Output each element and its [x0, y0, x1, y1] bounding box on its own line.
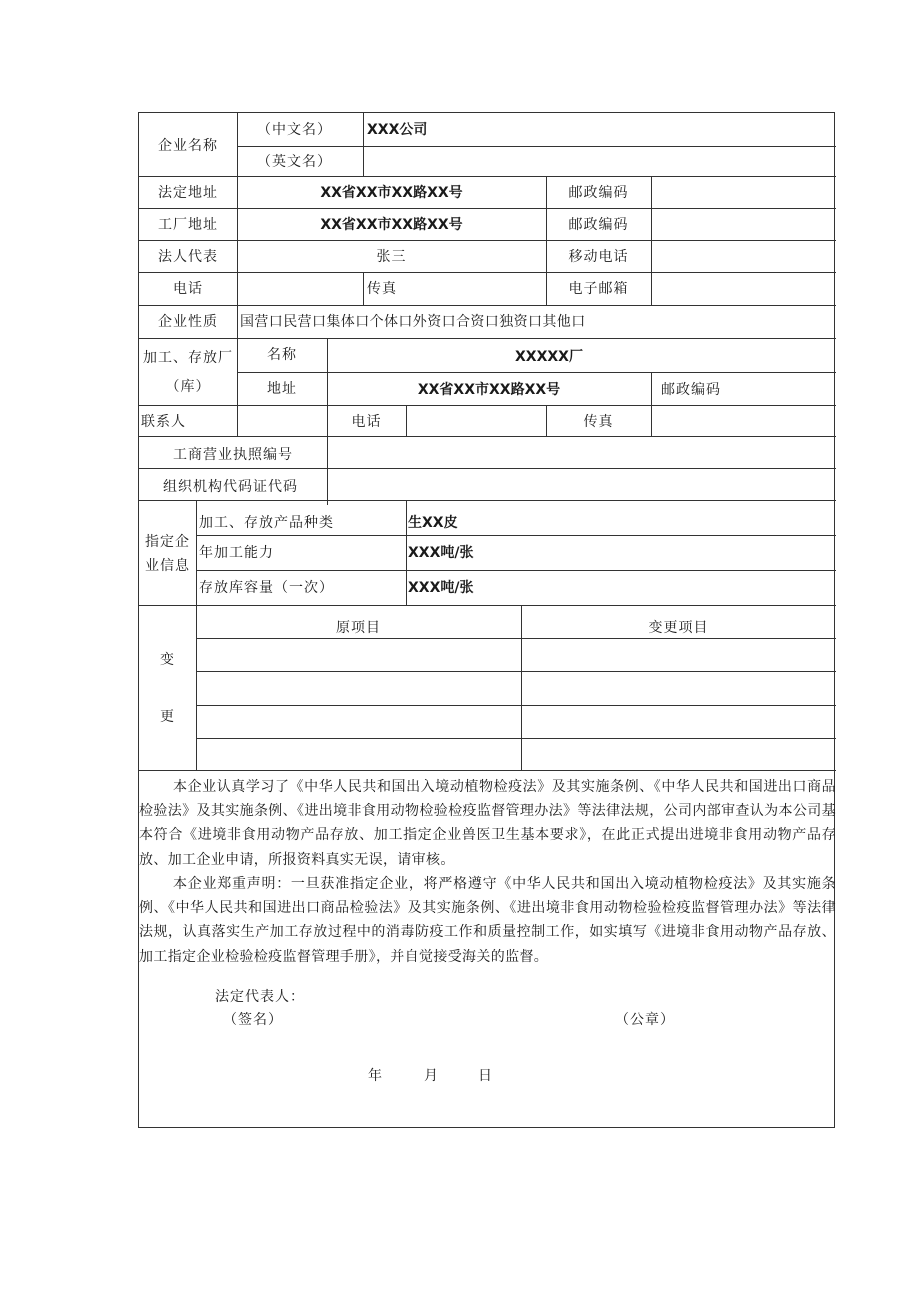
column-divider — [651, 372, 652, 436]
legal-rep-signature-label: 法定代表人： — [215, 989, 305, 1005]
column-divider — [651, 176, 652, 305]
date-month: 月 — [424, 1068, 439, 1084]
contact-fax-label: 传真 — [583, 414, 614, 430]
factory-address-label: 工厂地址 — [158, 217, 218, 233]
facility-address-label: 地址 — [267, 381, 297, 397]
legal-address-label: 法定地址 — [158, 185, 218, 201]
legal-rep-label: 法人代表 — [158, 249, 218, 265]
company-cn-label: （中文名） — [257, 122, 332, 138]
annual-capacity-label: 年加工能力 — [199, 545, 274, 561]
nature-label: 企业性质 — [158, 314, 218, 330]
date-year: 年 — [368, 1068, 383, 1084]
email-label: 电子邮箱 — [568, 281, 629, 297]
row-divider — [139, 272, 836, 273]
column-divider — [406, 405, 407, 436]
factory-zip-label: 邮政编码 — [568, 217, 629, 233]
facility-label-line1: 加工、存放厂 — [143, 350, 233, 366]
row-divider — [196, 705, 836, 706]
business-license-label: 工商营业执照编号 — [173, 447, 293, 463]
product-type-label: 加工、存放产品种类 — [199, 515, 334, 531]
row-divider — [139, 436, 836, 437]
row-divider — [139, 500, 836, 501]
row-divider — [139, 468, 836, 469]
changed-item-header: 变更项目 — [648, 620, 709, 636]
mobile-label: 移动电话 — [568, 249, 629, 265]
company-name-label: 企业名称 — [158, 138, 218, 154]
row-divider — [139, 305, 836, 306]
legal-zip-label: 邮政编码 — [568, 185, 629, 201]
row-divider — [139, 605, 836, 606]
column-divider — [363, 113, 364, 176]
seal-label: （公章） — [615, 1012, 675, 1028]
facility-name-label: 名称 — [267, 347, 297, 363]
company-en-label: （英文名） — [257, 154, 332, 170]
row-divider — [196, 570, 836, 571]
designated-label-line2: 业信息 — [145, 558, 190, 574]
row-divider — [139, 176, 836, 177]
signature-label: （签名） — [223, 1012, 283, 1028]
row-divider — [139, 208, 836, 209]
facility-zip-label: 邮政编码 — [661, 382, 721, 398]
change-label-char2: 更 — [160, 709, 175, 725]
column-divider — [406, 500, 407, 605]
storage-capacity-value: XXX吨/张 — [408, 580, 474, 596]
facility-label-line2: （库） — [165, 379, 211, 395]
org-code-label: 组织机构代码证代码 — [163, 479, 298, 495]
company-cn-value: XXX公司 — [367, 122, 428, 138]
contact-person-label: 联系人 — [141, 414, 186, 430]
row-divider — [139, 770, 836, 771]
declaration-paragraph-2: 本企业郑重声明：一旦获准指定企业，将严格遵守《中华人民共和国出入境动植物检疫法》及其实施条例、《中华人民共和国进出口商品检验法》及其实施条例、《进出境非食用动物检验检疫监督管理办法》等法律法规，认真落实生产加工存放过程中的消毒防疫工作和质量控制工作，如实填写《进境非食用动物产品存放、加工指定企业检验检疫监督管理手册》，并自觉接受海关的监督。 — [139, 876, 836, 965]
facility-name-value: XXXXX厂 — [515, 349, 583, 365]
column-divider — [363, 272, 364, 305]
row-divider — [196, 671, 836, 672]
annual-capacity-value: XXX吨/张 — [408, 545, 474, 561]
declaration-paragraph-1: 本企业认真学习了《中华人民共和国出入境动植物检疫法》及其实施条例、《中华人民共和国进出口商品检验法》及其实施条例、《进出境非食用动物检验检疫监督管理办法》等法律法规，公司内部审查认为本公司基本符合《进境非食用动物产品存放、加工指定企业兽医卫生基本要求》，在此正式提出进境非食用动物产品存放、加工企业申请，所报资料真实无误，请审核。 — [139, 779, 836, 868]
date-day: 日 — [478, 1068, 493, 1084]
product-type-value: 生XX皮 — [408, 515, 458, 531]
legal-rep-value: 张三 — [376, 249, 407, 265]
facility-address-value: XX省XX市XX路XX号 — [417, 382, 561, 398]
storage-capacity-label: 存放库容量（一次） — [199, 580, 334, 596]
nature-options: 国营口民营口集体口个体口外资口合资口独资口其他口 — [240, 314, 586, 330]
original-item-header: 原项目 — [336, 620, 381, 636]
row-divider — [237, 146, 836, 147]
designated-label-line1: 指定企 — [145, 534, 190, 550]
fax-label: 传真 — [367, 281, 397, 297]
change-label-char1: 变 — [160, 652, 175, 668]
legal-address-value: XX省XX市XX路XX号 — [320, 185, 463, 201]
row-divider — [196, 738, 836, 739]
factory-address-value: XX省XX市XX路XX号 — [320, 217, 463, 233]
row-divider — [139, 338, 836, 339]
row-divider — [139, 405, 836, 406]
phone-label: 电话 — [173, 281, 203, 297]
row-divider — [196, 535, 836, 536]
row-divider — [196, 638, 836, 639]
application-form — [138, 112, 835, 1128]
contact-phone-label: 电话 — [351, 414, 382, 430]
row-divider — [139, 240, 836, 241]
